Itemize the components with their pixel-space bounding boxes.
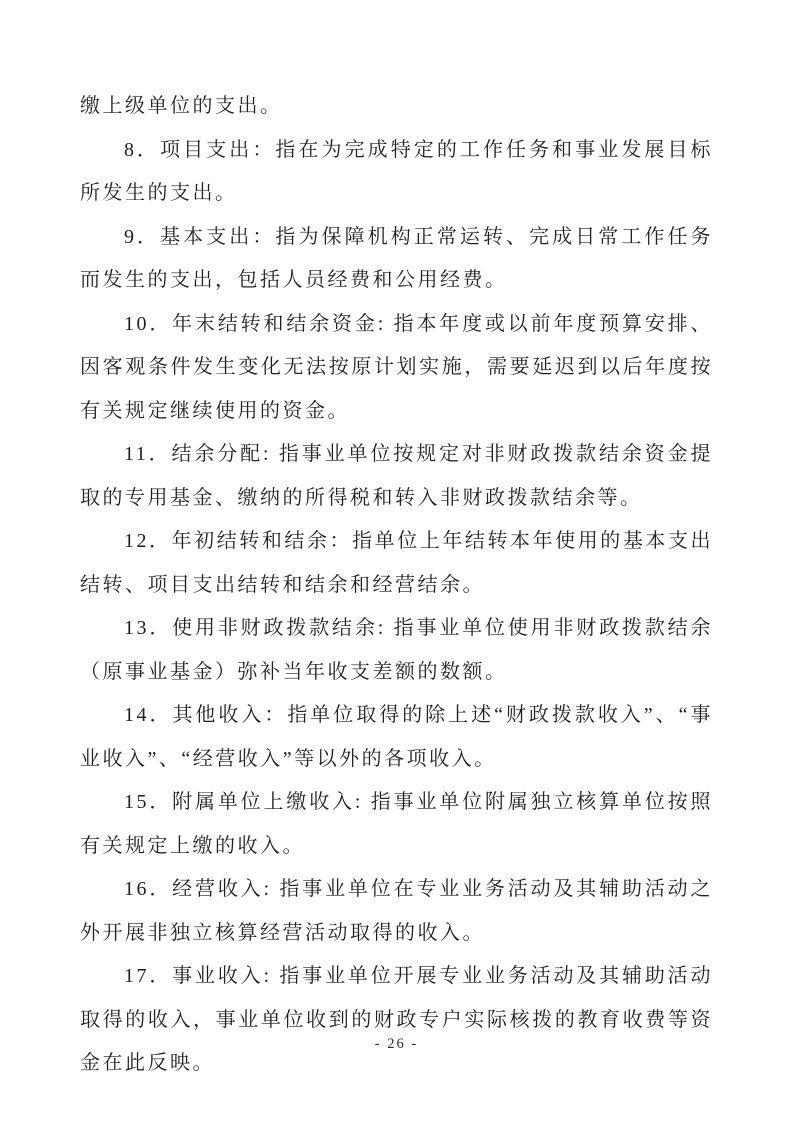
page-number: - 26 - <box>374 1036 419 1052</box>
definition-item-8: 8．项目支出：指在为完成特定的工作任务和事业发展目标所发生的支出。 <box>80 138 713 204</box>
definition-item-12: 12．年初结转和结余：指单位上年结转本年使用的基本支出结转、项目支出结转和结余和经营结余。 <box>80 530 713 596</box>
definition-item-17: 17．事业收入: 指事业单位开展专业业务活动及其辅助活动取得的收入，事业单位收到的财政专户实际核拨的教育收费等资金在此反映。 <box>80 965 713 1074</box>
definition-item-16: 16．经营收入: 指事业单位在专业业务活动及其辅助活动之外开展非独立核算经营活动取得的收入。 <box>80 878 713 944</box>
definition-item-10: 10．年末结转和结余资金: 指本年度或以前年度预算安排、因客观条件发生变化无法按原计划实施，需要延迟到以后年度按有关规定继续使用的资金。 <box>80 312 713 422</box>
definition-item-9: 9．基本支出：指为保障机构正常运转、完成日常工作任务而发生的支出，包括人员经费和公用经费。 <box>80 225 713 291</box>
definition-item-14: 14．其他收入：指单位取得的除上述“财政拨款收入”、“事业收入”、“经营收入”等以外的各项收入。 <box>80 704 713 770</box>
definition-item-11: 11．结余分配: 指事业单位按规定对非财政拨款结余资金提取的专用基金、缴纳的所得税和转入非财政拨款结余等。 <box>80 443 713 509</box>
definition-item-13: 13．使用非财政拨款结余: 指事业单位使用非财政拨款结余（原事业基金）弥补当年收支差额的数额。 <box>80 617 713 683</box>
definition-item-15: 15．附属单位上缴收入: 指事业单位附属独立核算单位按照有关规定上缴的收入。 <box>80 791 713 857</box>
paragraph-continuation-7: 缴上级单位的支出。 <box>80 95 283 117</box>
document-text-block <box>80 85 713 1086</box>
